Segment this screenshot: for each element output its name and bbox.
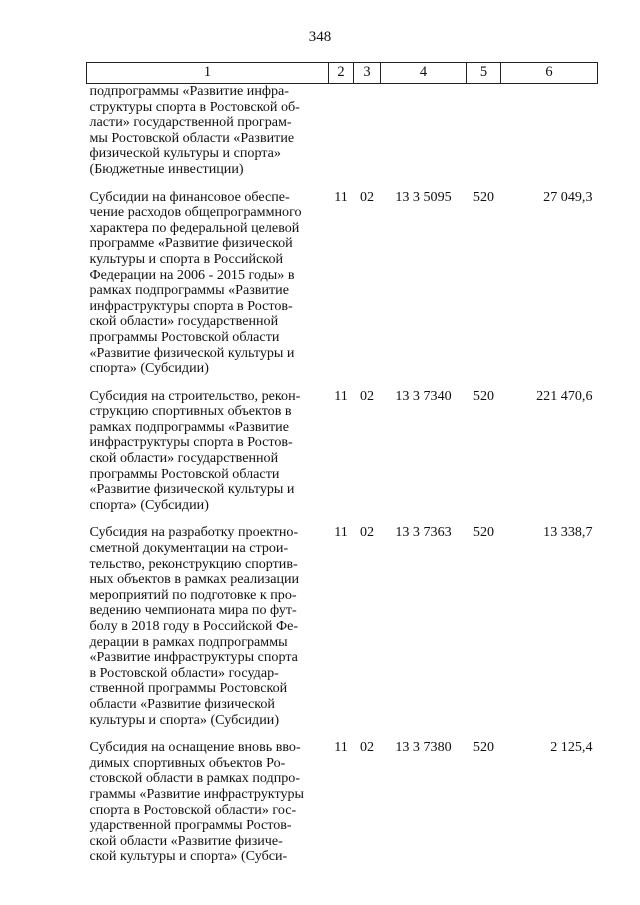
column-header-5: 5 — [467, 63, 501, 84]
row-subsection-code: 02 — [359, 739, 375, 756]
row-target-article-code: 13 3 7363 — [395, 524, 452, 541]
row-section-code — [329, 84, 354, 178]
row-expense-type-code: 520 — [472, 188, 495, 205]
row-section-code: 11 — [334, 387, 348, 404]
row-subsection-code: 02 — [359, 387, 375, 404]
row-target-article-code — [381, 84, 467, 178]
row-subsection-code — [354, 84, 381, 178]
row-subsection-code: 02 — [359, 524, 375, 541]
row-description: Субсидия на строительство, рекон- струкцию спортивных объектов в рамках подпрограммы «Развитие инфраструктуры спорта в Ростов- ской области» государственной программы Ростовской области «Развитие физической культуры и спорта» (Субсидии) — [89, 387, 301, 513]
row-description: подпрограммы «Развитие инфра- структуры спорта в Ростовской об- ласти» государственной програм- мы Ростовской области «Развитие физической культуры и спорта» (Бюджетные инвестиции) — [89, 83, 300, 177]
page-number: 348 — [308, 29, 332, 45]
table-row — [87, 84, 598, 178]
row-amount: 27 049,3 — [543, 188, 593, 205]
table-row — [87, 513, 598, 728]
budget-table — [86, 62, 598, 865]
row-target-article-code: 13 3 5095 — [395, 188, 452, 205]
column-header-6: 6 — [501, 63, 598, 84]
row-description: Субсидии на финансовое обеспе- чение расходов общепрограммного характера по федеральной целевой программе «Развитие физической культуры и спорта в Российской Федерации на 2006 - 2015 годы» в рамках подпрограммы «Развитие инфраструктуры спорта в Ростов- ской области» государственной программы Ростовской области «Развитие физической культуры и спорта» (Субсидии) — [89, 188, 302, 377]
row-expense-type-code: 520 — [472, 524, 495, 541]
table-row — [87, 178, 598, 377]
row-amount: 221 470,6 — [536, 387, 593, 404]
row-expense-type-code: 520 — [472, 387, 495, 404]
row-target-article-code: 13 3 7340 — [395, 387, 452, 404]
column-header-1: 1 — [87, 63, 329, 84]
table-row — [87, 377, 598, 514]
column-header-4: 4 — [381, 63, 467, 84]
row-amount: 2 125,4 — [550, 739, 593, 756]
row-target-article-code: 13 3 7380 — [395, 739, 452, 756]
row-expense-type-code — [467, 84, 501, 178]
table-header-row — [87, 63, 598, 84]
row-subsection-code: 02 — [359, 188, 375, 205]
row-section-code: 11 — [334, 188, 348, 205]
row-section-code: 11 — [334, 524, 348, 541]
row-description: Субсидия на разработку проектно- сметной документации на строи- тельство, реконструкцию спортив- ных объектов в рамках реализации мероприятий по подготовке к про- ведению чемпионата мира по фут- болу в 2018 году в Российской Фе- дерации в рамках подпрограммы «Развитие инфраструктуры спорта в Ростовской области» государ- ственной программы Ростовской области «Развитие физической культуры и спорта» (Субсидии) — [89, 524, 300, 728]
row-section-code: 11 — [334, 739, 348, 756]
row-amount — [501, 84, 598, 178]
column-header-2: 2 — [329, 63, 354, 84]
column-header-3: 3 — [354, 63, 381, 84]
row-description: Субсидия на оснащение вновь вво- димых спортивных объектов Ро- стовской области в рамках подпро- граммы «Развитие инфраструктуры спорта в Ростовской области» гос- ударственной программы Ростов- ской области «Развитие физиче- ской культуры и спорта» (Субси- — [89, 739, 305, 865]
row-expense-type-code: 520 — [472, 739, 495, 756]
row-amount: 13 338,7 — [543, 524, 593, 541]
table-row — [87, 728, 598, 865]
